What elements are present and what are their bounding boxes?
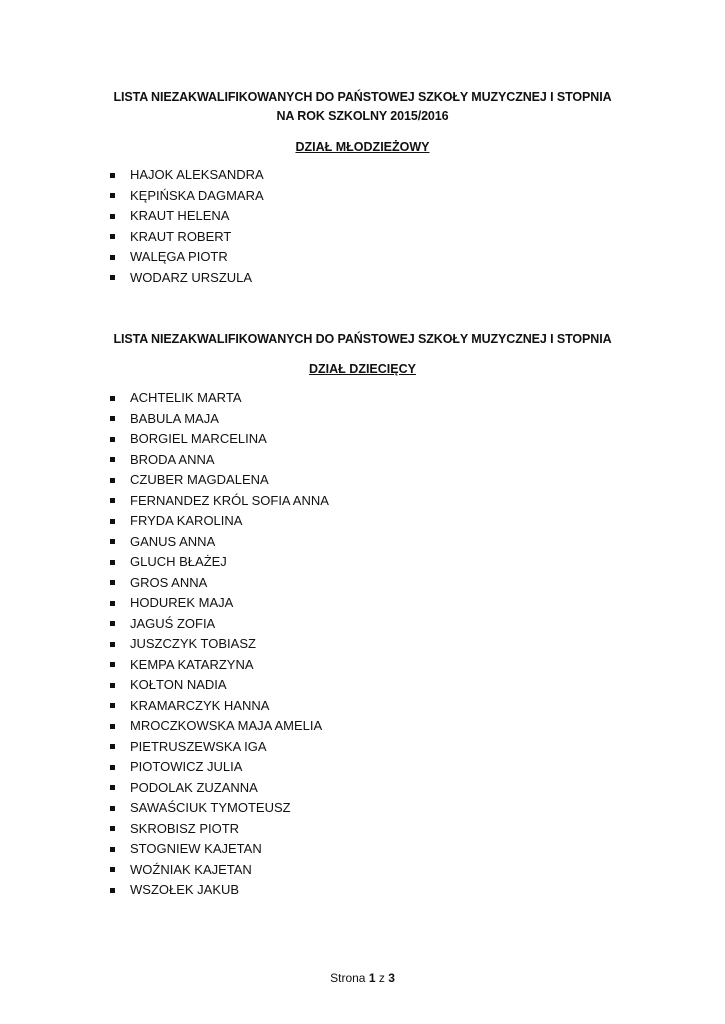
person-name: BORGIEL MARCELINA (130, 431, 267, 446)
person-name: KRAUT HELENA (130, 208, 230, 223)
section1-title-line2: NA ROK SZKOLNY 2015/2016 (276, 109, 449, 123)
section1-subtitle: DZIAŁ MŁODZIEŻOWY (295, 140, 430, 154)
square-bullet-icon (110, 765, 115, 770)
list-item (108, 429, 329, 450)
list-item (108, 532, 329, 553)
square-bullet-icon (110, 888, 115, 893)
list-item (108, 778, 329, 799)
list-item (108, 634, 329, 655)
person-name: JAGUŚ ZOFIA (130, 615, 216, 631)
person-name: HAJOK ALEKSANDRA (130, 167, 264, 182)
square-bullet-icon (110, 580, 115, 585)
person-name: WOŹNIAK KAJETAN (130, 861, 252, 877)
person-name: WSZOŁEK JAKUB (130, 882, 240, 897)
person-name: KRAUT ROBERT (130, 228, 232, 244)
list-item (108, 409, 329, 430)
list-item (108, 737, 329, 758)
square-bullet-icon (110, 173, 115, 178)
square-bullet-icon (110, 683, 115, 688)
list-item (108, 696, 329, 717)
person-name: KĘPIŃSKA DAGMARA (130, 187, 264, 203)
square-bullet-icon (110, 416, 115, 421)
square-bullet-icon (110, 806, 115, 811)
person-name: KOŁTON NADIA (130, 677, 227, 692)
list-item (108, 614, 329, 635)
list-item (108, 880, 329, 901)
square-bullet-icon (110, 785, 115, 790)
square-bullet-icon (110, 601, 115, 606)
list-item (108, 798, 329, 819)
list-item (108, 593, 329, 614)
person-name: KRAMARCZYK HANNA (130, 697, 270, 713)
person-name: SKROBISZ PIOTR (130, 820, 240, 836)
person-name: FERNANDEZ KRÓL SOFIA ANNA (130, 492, 329, 508)
person-name: PIOTOWICZ JULIA (130, 759, 243, 774)
list-item (108, 675, 329, 696)
square-bullet-icon (110, 826, 115, 831)
person-name: MROCZKOWSKA MAJA AMELIA (130, 718, 323, 733)
section2-title-line1: LISTA NIEZAKWALIFIKOWANYCH DO PAŃSTOWEJ SZKOŁY MUZYCZNEJ I STOPNIA (113, 332, 612, 346)
square-bullet-icon (110, 396, 115, 401)
list-item (108, 165, 264, 186)
list-item (108, 247, 264, 268)
person-name: GANUS ANNA (130, 533, 216, 549)
person-name: STOGNIEW KAJETAN (130, 841, 262, 856)
person-name: BRODA ANNA (130, 451, 215, 467)
list-item (108, 757, 329, 778)
section2-subtitle: DZIAŁ DZIECIĘCY (309, 362, 416, 376)
list-item (108, 839, 329, 860)
footer-current-page: 1 (368, 971, 376, 985)
section2-name-list (108, 388, 329, 901)
footer-page-word: Strona (330, 971, 366, 985)
section1-name-list (108, 165, 264, 288)
person-name: WODARZ URSZULA (130, 269, 253, 285)
square-bullet-icon (110, 214, 115, 219)
square-bullet-icon (110, 255, 115, 260)
square-bullet-icon (110, 703, 115, 708)
square-bullet-icon (110, 519, 115, 524)
list-item (108, 511, 329, 532)
square-bullet-icon (110, 234, 115, 239)
person-name: GLUCH BŁAŻEJ (130, 554, 227, 569)
square-bullet-icon (110, 662, 115, 667)
square-bullet-icon (110, 621, 115, 626)
person-name: HODUREK MAJA (130, 595, 234, 610)
person-name: PIETRUSZEWSKA IGA (130, 738, 267, 754)
list-item (108, 716, 329, 737)
square-bullet-icon (110, 498, 115, 503)
list-item (108, 573, 329, 594)
list-item (108, 268, 264, 289)
page-footer (0, 968, 725, 988)
footer-of-word: z (378, 971, 385, 985)
person-name: PODOLAK ZUZANNA (130, 779, 258, 795)
square-bullet-icon (110, 437, 115, 442)
person-name: KEMPA KATARZYNA (130, 656, 254, 672)
list-item (108, 227, 264, 248)
list-item (108, 655, 329, 676)
list-item (108, 450, 329, 471)
square-bullet-icon (110, 867, 115, 872)
person-name: CZUBER MAGDALENA (130, 472, 269, 487)
person-name: SAWAŚCIUK TYMOTEUSZ (130, 800, 291, 815)
square-bullet-icon (110, 724, 115, 729)
list-item (108, 552, 329, 573)
footer-total-pages: 3 (388, 971, 395, 985)
square-bullet-icon (110, 560, 115, 565)
section1-title-line1: LISTA NIEZAKWALIFIKOWANYCH DO PAŃSTOWEJ SZKOŁY MUZYCZNEJ I STOPNIA (113, 90, 612, 104)
person-name: JUSZCZYK TOBIASZ (130, 636, 256, 651)
square-bullet-icon (110, 193, 115, 198)
list-item (108, 491, 329, 512)
square-bullet-icon (110, 642, 115, 647)
person-name: BABULA MAJA (130, 410, 219, 426)
person-name: GROS ANNA (130, 574, 208, 590)
list-item (108, 819, 329, 840)
list-item (108, 860, 329, 881)
square-bullet-icon (110, 744, 115, 749)
square-bullet-icon (110, 539, 115, 544)
square-bullet-icon (110, 275, 115, 280)
list-item (108, 470, 329, 491)
person-name: FRYDA KAROLINA (130, 513, 243, 528)
square-bullet-icon (110, 847, 115, 852)
square-bullet-icon (110, 457, 115, 462)
list-item (108, 186, 264, 207)
list-item (108, 206, 264, 227)
list-item (108, 388, 329, 409)
square-bullet-icon (110, 478, 115, 483)
person-name: ACHTELIK MARTA (130, 390, 242, 405)
person-name: WALĘGA PIOTR (130, 249, 228, 264)
